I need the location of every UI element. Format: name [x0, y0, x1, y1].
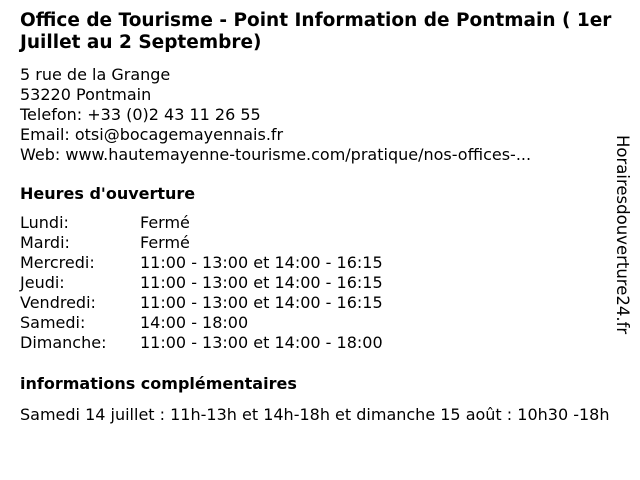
- hours-row-monday: [20, 213, 383, 233]
- day-label: Samedi:: [20, 313, 86, 332]
- time-value: 14:00 - 18:00: [140, 313, 249, 332]
- day-label: Vendredi:: [20, 293, 96, 312]
- hours-row-wednesday: [20, 253, 383, 273]
- additional-info-text: Samedi 14 juillet : 11h-13h et 14h-18h et dimanche 15 août : 10h30 -18h: [20, 405, 610, 424]
- time-value: Fermé: [140, 233, 190, 252]
- postal-city: 53220 Pontmain: [20, 85, 152, 104]
- hours-row-friday: [20, 293, 383, 313]
- additional-info-heading: informations complémentaires: [20, 374, 297, 393]
- phone-number[interactable]: Telefon: +33 (0)2 43 11 26 55: [20, 105, 261, 124]
- hours-row-tuesday: [20, 233, 383, 253]
- website-link[interactable]: Web: www.hautemayenne-tourisme.com/pratique/nos-offices-...: [20, 145, 532, 164]
- day-label: Dimanche:: [20, 333, 107, 352]
- day-label: Mardi:: [20, 233, 70, 252]
- street-address: 5 rue de la Grange: [20, 65, 171, 84]
- day-label: Lundi:: [20, 213, 69, 232]
- time-value: 11:00 - 13:00 et 14:00 - 16:15: [140, 273, 383, 292]
- day-label: Jeudi:: [20, 273, 65, 292]
- opening-hours-heading: Heures d'ouverture: [20, 184, 196, 203]
- site-watermark: Horairesdouverture24.fr: [613, 135, 632, 335]
- page-title: Office de Tourisme - Point Information de Pontmain ( 1er Juillet au 2 Septembre): [20, 10, 612, 53]
- email-address[interactable]: Email: otsi@bocagemayennais.fr: [20, 125, 284, 144]
- contact-block: [20, 65, 531, 165]
- day-label: Mercredi:: [20, 253, 95, 272]
- opening-hours-table: [20, 213, 383, 353]
- hours-row-sunday: [20, 333, 383, 353]
- time-value: Fermé: [140, 213, 190, 232]
- hours-row-saturday: [20, 313, 383, 333]
- time-value: 11:00 - 13:00 et 14:00 - 16:15: [140, 293, 383, 312]
- hours-row-thursday: [20, 273, 383, 293]
- time-value: 11:00 - 13:00 et 14:00 - 16:15: [140, 253, 383, 272]
- time-value: 11:00 - 13:00 et 14:00 - 18:00: [140, 333, 383, 352]
